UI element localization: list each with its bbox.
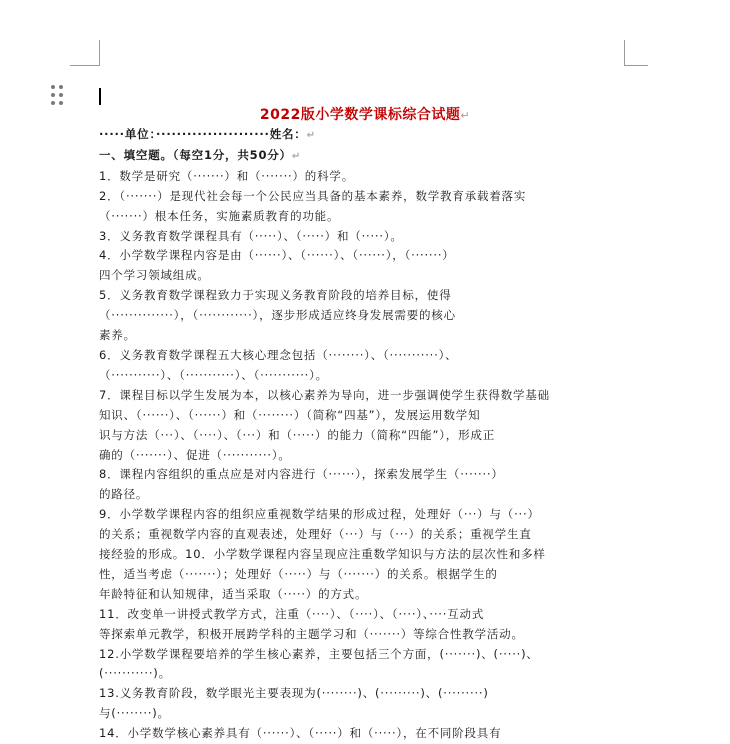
text-line: 接经验的形成。10．小学数学课程内容呈现应注重数学知识与方法的层次性和多样 (99, 547, 546, 562)
header-line: ·····单位：······················姓名：↵ (99, 127, 315, 141)
crop-mark-top-right-horizontal (624, 65, 648, 66)
text-line: 的路径。 (99, 487, 149, 502)
text-line: （··············），（············），逐步形成适应终身发展需要的核心 (99, 308, 456, 323)
text-line: 确的（·······）、促进（···········）。 (99, 447, 291, 462)
crop-mark-top-left-horizontal (70, 65, 100, 66)
text-line: 7．课程目标以学生发展为本，以核心素养为导向，进一步强调使学生获得数学基础 (99, 387, 550, 402)
text-line: （···········）、（···········）、（···········）。 (99, 367, 328, 382)
text-line: 1．数学是研究（·······）和（·······）的科学。 (99, 168, 354, 183)
paragraph-mark-icon: ↵ (460, 109, 471, 122)
paragraph-mark-icon: ↵ (291, 150, 301, 162)
text-line: 4．小学数学课程内容是由（······）、（······）、（······），（·······） (99, 248, 455, 263)
text-line: 识与方法（···）、（····）、（···）和（·····）的能力（简称“四能”），形成正 (99, 427, 495, 442)
text-line: 性，适当考虑（·······）；处理好（·····）与（·······）的关系。根据学生的 (99, 566, 498, 581)
text-line: （·······）根本任务，实施素质教育的功能。 (99, 208, 340, 223)
text-line: 与(········)。 (99, 706, 170, 721)
text-line: 8．课程内容组织的重点应是对内容进行（······），探索发展学生（·······） (99, 467, 504, 482)
text-line: 2．（·······）是现代社会每一个公民应当具备的基本素养，数学教育承载着落实 (99, 188, 527, 203)
text-line: 5．义务教育数学课程致力于实现义务教育阶段的培养目标，使得 (99, 288, 452, 303)
crop-mark-top-left-vertical (99, 40, 100, 66)
question-lines (99, 167, 625, 744)
text-line: 11．改变单一讲授式教学方式，注重（····）、（····）、（····）、····互动式 (99, 606, 485, 621)
text-line: 9．小学数学课程内容的组织应重视数学结果的形成过程，处理好（···）与（···） (99, 507, 540, 522)
document-body[interactable] (99, 125, 625, 744)
text-line: 知识、（······）、（······）和（········）（简称“四基”），发展运用数学知 (99, 407, 481, 422)
text-line: 等探索单元教学，积极开展跨学科的主题学习和（·······）等综合性教学活动。 (99, 626, 524, 641)
section-heading: 一、填空题。（每空1分，共50分）↵ (99, 147, 301, 162)
text-line: 12.小学数学课程要培养的学生核心素养，主要包括三个方面，(·······)、(·····)、 (99, 646, 539, 661)
drag-handle-icon[interactable] (50, 85, 66, 107)
text-line: 13.义务教育阶段，数学眼光主要表现为(········)、(·········)、(·········) (99, 686, 489, 701)
paragraph-mark-icon: ↵ (306, 130, 315, 141)
crop-mark-top-right-vertical (624, 40, 625, 66)
text-line: 素养。 (99, 328, 136, 343)
text-line: 四个学习领域组成。 (99, 268, 210, 283)
text-line: 6．义务教育数学课程五大核心理念包括（········）、（···········）、 (99, 347, 458, 362)
text-cursor (99, 88, 101, 105)
text-line: 年龄特征和认知规律，适当采取（·····）的方式。 (99, 586, 368, 601)
document-title (0, 105, 730, 126)
text-line: 14．小学数学核心素养具有（······）、（·····）和（·····），在不同阶段具有 (99, 726, 502, 741)
text-line: 的关系；重视数学内容的直观表述，处理好（···）与（···）的关系；重视学生直 (99, 527, 532, 542)
title-text: 2022版小学数学课标综合试题 (259, 107, 461, 123)
text-line: 3．义务教育数学课程具有（·····）、（·····）和（·····）。 (99, 228, 403, 243)
text-line: (···········)。 (99, 666, 171, 681)
